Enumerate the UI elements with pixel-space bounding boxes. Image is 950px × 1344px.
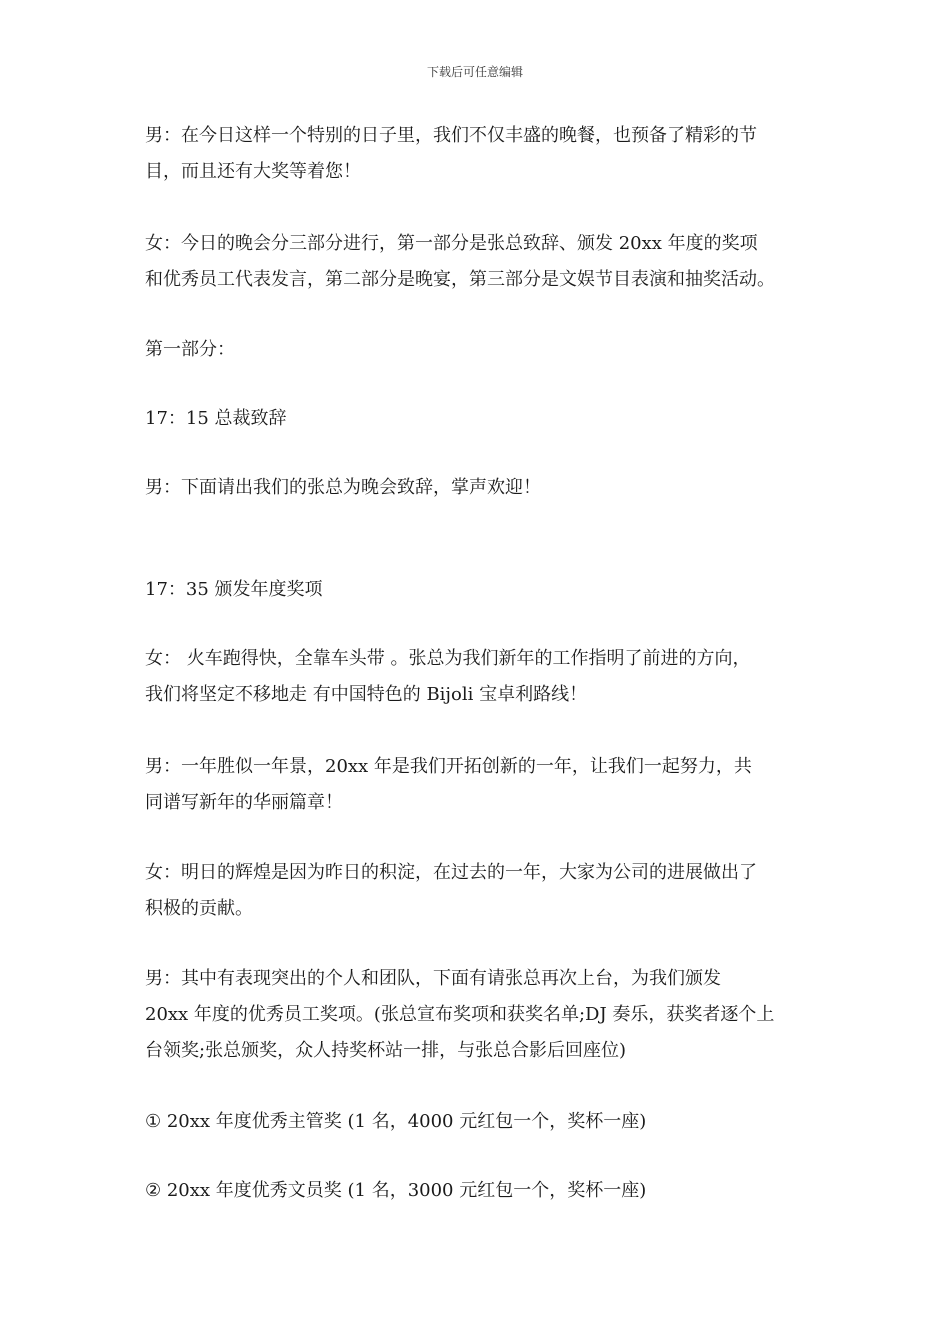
text-line: 女：今日的晚会分三部分进行，第一部分是张总致辞、颁发 20xx 年度的奖项 (145, 233, 758, 254)
text-line: 女： 火车跑得快，全靠车头带 。张总为我们新年的工作指明了前进的方向， (145, 648, 751, 669)
agenda-item-2 (145, 572, 810, 608)
paragraph-7 (145, 961, 810, 1069)
section-title (145, 332, 810, 368)
text-line: 男：下面请出我们的张总为晚会致辞，掌声欢迎！ (145, 477, 541, 498)
text-line: 目，而且还有大奖等着您！ (145, 161, 361, 182)
text-line: 男：其中有表现突出的个人和团队，下面有请张总再次上台，为我们颁发 (145, 968, 721, 989)
text-line: 男：在今日这样一个特别的日子里，我们不仅丰盛的晚餐，也预备了精彩的节 (145, 125, 757, 146)
text-line: 女：明日的辉煌是因为昨日的积淀，在过去的一年，大家为公司的进展做出了 (145, 862, 757, 883)
text-line: 我们将坚定不移地走 有中国特色的 Bijoli 宝卓利路线！ (145, 684, 588, 705)
agenda-item-1 (145, 401, 810, 437)
paragraph-4 (145, 641, 810, 713)
paragraph-5 (145, 749, 810, 821)
page-header: 下载后可任意编辑 (426, 65, 523, 79)
text-line: 和优秀员工代表发言，第二部分是晚宴，第三部分是文娱节目表演和抽奖活动。 (145, 269, 775, 290)
paragraph-2 (145, 226, 810, 298)
award-item-2 (145, 1173, 810, 1209)
text-line: 同谱写新年的华丽篇章！ (145, 792, 343, 813)
text-line: 台领奖;张总颁奖，众人持奖杯站一排，与张总合影后回座位) (145, 1040, 627, 1061)
award-item-1 (145, 1104, 810, 1140)
paragraph-6 (145, 855, 810, 927)
text-line: 17：15 总裁致辞 (145, 408, 287, 429)
text-line: 第一部分： (145, 339, 235, 360)
text-line: 积极的贡献。 (145, 898, 253, 919)
text-line: ② 20xx 年度优秀文员奖 (1 名，3000 元红包一个，奖杯一座) (145, 1180, 647, 1201)
text-line: 男：一年胜似一年景，20xx 年是我们开拓创新的一年，让我们一起努力，共 (145, 756, 752, 777)
text-line: 20xx 年度的优秀员工奖项。(张总宣布奖项和获奖名单;DJ 奏乐，获奖者逐个上 (145, 1004, 775, 1025)
paragraph-1 (145, 118, 810, 190)
text-line: 17：35 颁发年度奖项 (145, 579, 323, 600)
text-line: ① 20xx 年度优秀主管奖 (1 名，4000 元红包一个，奖杯一座) (145, 1111, 647, 1132)
paragraph-3 (145, 470, 810, 506)
